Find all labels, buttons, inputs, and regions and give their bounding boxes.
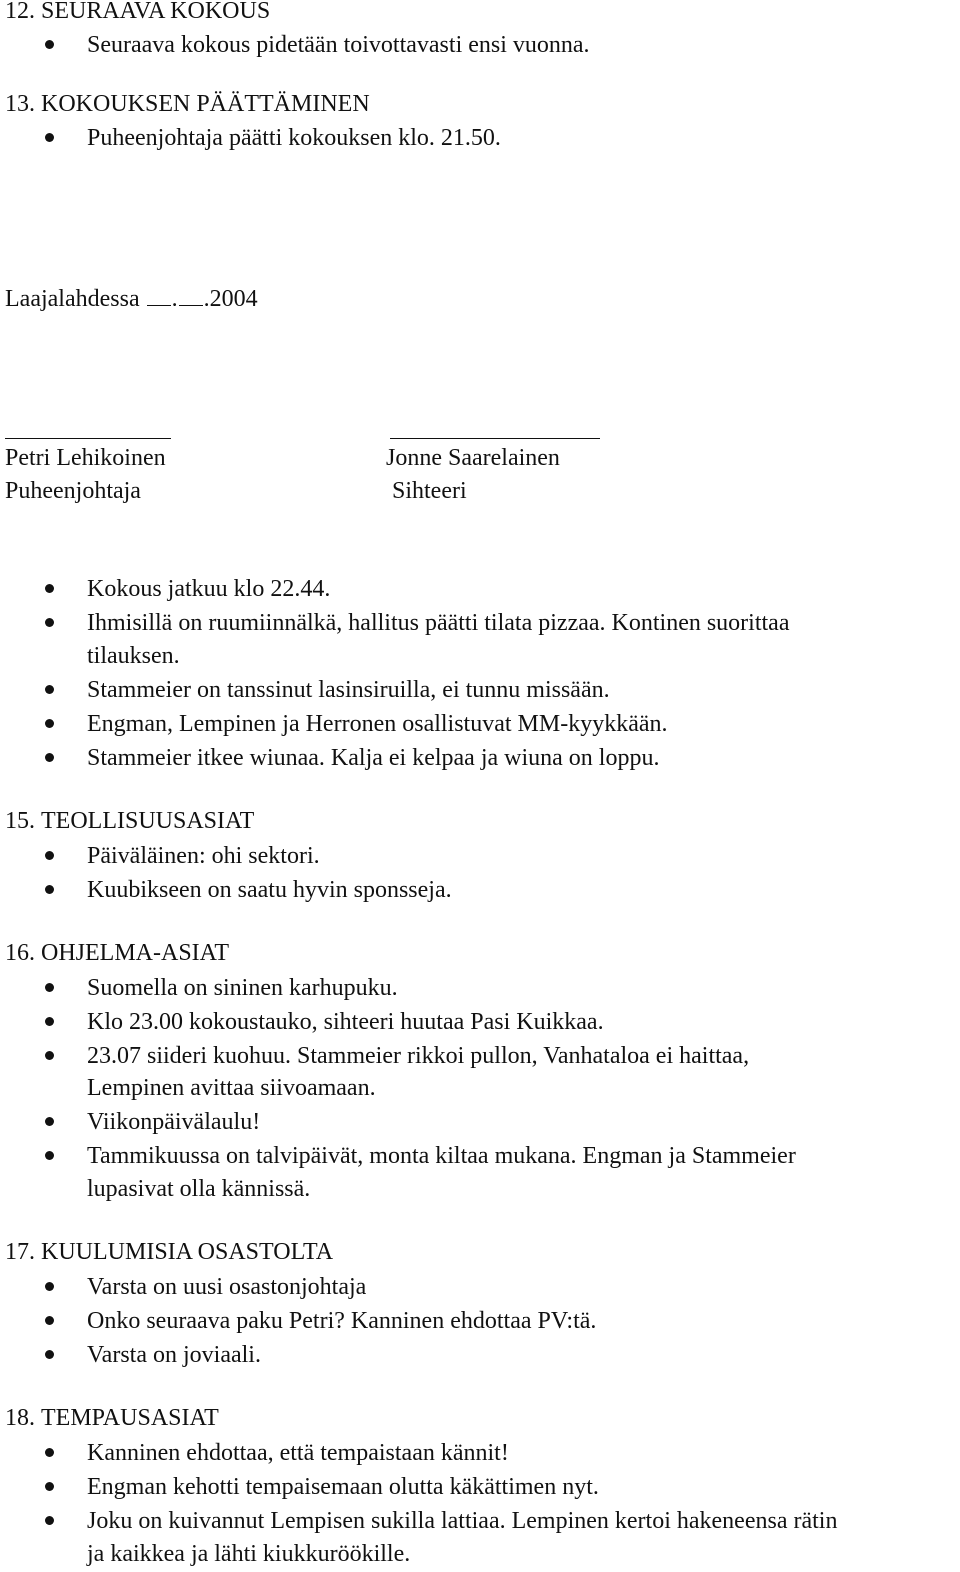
- signer-right-role: Sihteeri: [392, 478, 467, 504]
- list-item: Joku on kuivannut Lempisen sukilla lattiaa. Lempinen kertoi hakeneensa rätin: [87, 1508, 838, 1534]
- signer-left-role: Puheenjohtaja: [5, 478, 141, 504]
- section-title: TEOLLISUUSASIAT: [41, 808, 255, 834]
- section-12-heading: [5, 0, 270, 26]
- list-item: Stammeier on tanssinut lasinsiruilla, ei tunnu missään.: [87, 677, 610, 703]
- bullet-icon: [45, 1448, 54, 1457]
- signer-right-name: Jonne Saarelainen: [386, 445, 560, 471]
- signature-line-right: [390, 438, 600, 439]
- list-item: Varsta on uusi osastonjohtaja: [87, 1274, 367, 1300]
- section-17-heading: [5, 1237, 333, 1267]
- list-item: Puheenjohtaja päätti kokouksen klo. 21.50.: [87, 125, 501, 151]
- bullet-icon: [45, 1017, 54, 1026]
- bullet-icon: [45, 1051, 54, 1060]
- section-number: 13.: [5, 91, 35, 117]
- section-number: 18.: [5, 1405, 35, 1431]
- list-item-continuation: tilauksen.: [87, 643, 180, 669]
- signature-line-left: [5, 438, 171, 439]
- section-13-heading: [5, 89, 370, 119]
- list-item: Engman, Lempinen ja Herronen osallistuvat MM-kyykkään.: [87, 711, 668, 737]
- bullet-icon: [45, 719, 54, 728]
- day-blank: [147, 285, 171, 306]
- section-title: KUULUMISIA OSASTOLTA: [41, 1239, 334, 1265]
- list-item: Päiväläinen: ohi sektori.: [87, 843, 320, 869]
- list-item-continuation: lupasivat olla kännissä.: [87, 1176, 311, 1202]
- month-blank: [179, 285, 203, 306]
- list-item: Varsta on joviaali.: [87, 1342, 261, 1368]
- signer-left-name: Petri Lehikoinen: [5, 445, 166, 471]
- date-separator: .: [171, 286, 178, 312]
- section-18-heading: [5, 1403, 219, 1433]
- place-date-line: [5, 284, 258, 314]
- bullet-icon: [45, 1151, 54, 1160]
- list-item: Engman kehotti tempaisemaan olutta käkättimen nyt.: [87, 1474, 599, 1500]
- bullet-icon: [45, 753, 54, 762]
- list-item: Kuubikseen on saatu hyvin sponsseja.: [87, 877, 452, 903]
- place-name: Laajalahdessa: [5, 286, 140, 312]
- bullet-icon: [45, 133, 54, 142]
- section-title: OHJELMA-ASIAT: [41, 940, 229, 966]
- list-item: Klo 23.00 kokoustauko, sihteeri huutaa Pasi Kuikkaa.: [87, 1009, 604, 1035]
- bullet-icon: [45, 618, 54, 627]
- bullet-icon: [45, 1350, 54, 1359]
- list-item: Onko seuraava paku Petri? Kanninen ehdottaa PV:tä.: [87, 1308, 597, 1334]
- list-item: Kanninen ehdottaa, että tempaistaan kännit!: [87, 1440, 509, 1466]
- bullet-icon: [45, 1282, 54, 1291]
- bullet-icon: [45, 1482, 54, 1491]
- bullet-icon: [45, 685, 54, 694]
- section-16-heading: [5, 938, 229, 968]
- list-item: Ihmisillä on ruumiinnälkä, hallitus päätti tilata pizzaa. Kontinen suorittaa: [87, 610, 790, 636]
- list-item: Suomella on sininen karhupuku.: [87, 975, 398, 1001]
- list-item: Kokous jatkuu klo 22.44.: [87, 576, 331, 602]
- bullet-icon: [45, 1117, 54, 1126]
- list-item: Seuraava kokous pidetään toivottavasti ensi vuonna.: [87, 32, 590, 58]
- section-number: 16.: [5, 940, 35, 966]
- section-number: 17.: [5, 1239, 35, 1265]
- list-item: 23.07 siideri kuohuu. Stammeier rikkoi pullon, Vanhataloa ei haittaa,: [87, 1043, 750, 1069]
- bullet-icon: [45, 983, 54, 992]
- year-text: .2004: [203, 286, 258, 312]
- list-item-continuation: ja kaikkea ja lähti kiukkuröökille.: [87, 1541, 411, 1567]
- section-title: KOKOUKSEN PÄÄTTÄMINEN: [41, 91, 370, 117]
- list-item: Tammikuussa on talvipäivät, monta kiltaa mukana. Engman ja Stammeier: [87, 1143, 796, 1169]
- section-title: TEMPAUSASIAT: [41, 1405, 219, 1431]
- section-number: 15.: [5, 808, 35, 834]
- list-item-continuation: Lempinen avittaa siivoamaan.: [87, 1075, 376, 1101]
- section-title: SEURAAVA KOKOUS: [41, 0, 271, 24]
- bullet-icon: [45, 1516, 54, 1525]
- bullet-icon: [45, 851, 54, 860]
- bullet-icon: [45, 584, 54, 593]
- section-15-heading: [5, 806, 254, 836]
- bullet-icon: [45, 40, 54, 49]
- bullet-icon: [45, 1316, 54, 1325]
- section-number: 12.: [5, 0, 35, 24]
- list-item: Viikonpäivälaulu!: [87, 1109, 261, 1135]
- list-item: Stammeier itkee wiunaa. Kalja ei kelpaa ja wiuna on loppu.: [87, 745, 660, 771]
- bullet-icon: [45, 885, 54, 894]
